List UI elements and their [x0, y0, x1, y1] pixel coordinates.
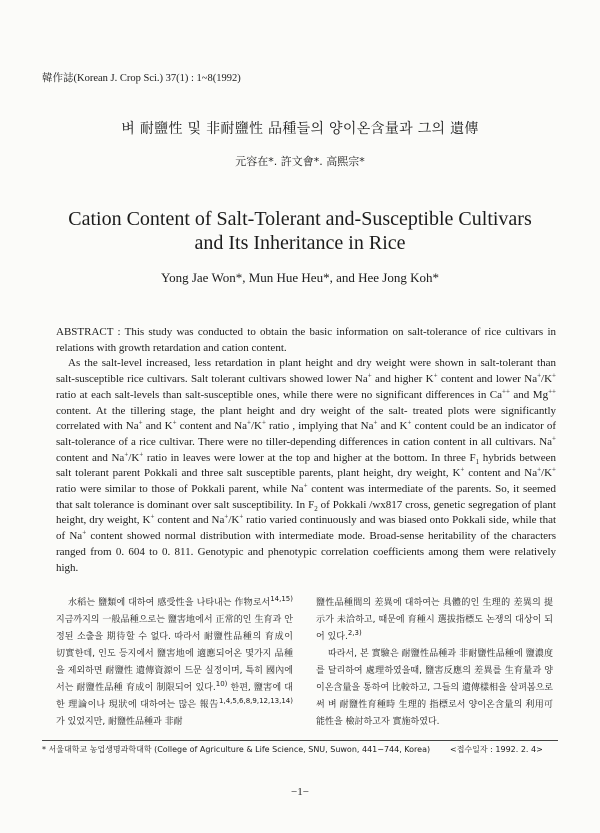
text: and Mg — [509, 388, 549, 401]
sup: + — [460, 465, 465, 474]
sup: + — [537, 371, 542, 380]
body-paragraph: 따라서, 본 實驗은 耐鹽性品種과 非耐鹽性品種에 鹽濃度를 달리하여 處理하였을때, 鹽害反應의 差異를 生育量과 양이온含量을 통하여 比較하고, 그들의 遺傳樣相을 살펴봄으로써 벼 耐鹽性育種時 生理的 指標로서 양이온含量의 利用可能性을 檢討하고자 實施하였다. — [316, 649, 553, 727]
text: As the salt-level increased, less retardation in plant height and dry weight were shown in salt-tolerant than salt-susceptible rice cultivars. Salt tolerant cultivars showed lower Na — [56, 357, 556, 386]
citation: 2,3) — [347, 629, 362, 637]
text: ratio , implying that Na — [265, 420, 374, 433]
text: 水稻는 鹽類에 대하여 感受性을 나타내는 作物로서 — [68, 598, 271, 608]
text: ratio varied continuously and was biased onto Pokkali side, while that of Na — [56, 514, 557, 543]
sup: + — [261, 418, 266, 427]
body-paragraph — [316, 595, 553, 646]
journal-citation: 韓作誌(Korean J. Crop Sci.) 37(1) : 1~8(1992) — [42, 73, 241, 84]
sup: + — [138, 418, 143, 427]
text: content and lower Na — [437, 373, 538, 386]
sup: ++ — [548, 387, 556, 396]
body-paragraph — [56, 595, 293, 731]
text: content was intermediate of the parents. So, it seemed that salt tolerance is dominant over salt susceptibility. In F — [56, 483, 556, 511]
sup: + — [407, 418, 412, 427]
sup: + — [139, 449, 144, 458]
sub: 2 — [314, 504, 318, 513]
sup: + — [373, 418, 378, 427]
sup: + — [552, 434, 556, 443]
text: hybrids between salt tolerant parent Pokkali and three salt susceptible parents, plant height, dry weight, K — [56, 451, 556, 480]
abstract-paragraph-2 — [56, 356, 556, 576]
citation: 1,4,5,6,8,9,12,13,14) — [219, 697, 293, 705]
sup: + — [239, 512, 244, 521]
sup: + — [172, 418, 177, 427]
sup: + — [247, 418, 251, 427]
text: 가 있었지만, 耐鹽性品種과 非耐 — [56, 717, 183, 727]
abstract-paragraph-1 — [56, 325, 556, 356]
sup: + — [303, 481, 308, 490]
text: /K — [228, 514, 240, 527]
text: content and Na — [154, 514, 225, 527]
affiliation-footnote: * 서울대학교 농업생명과학대학 (College of Agriculture & Life Science, SNU, Suwon, 441−744, Korea) — [42, 745, 431, 754]
sup: + — [82, 528, 87, 537]
text: content and Na — [56, 451, 125, 464]
text: content showed normal distribution with intermediate mode. Broad-sense heritability of the characters ranged from 0. 604 to 0. 811. Genotypic and phenotypic correlation coefficients among them were relatively high. — [56, 530, 556, 574]
english-authors: Yong Jae Won*, Mun Hue Heu*, and Hee Jong Koh* — [161, 270, 439, 285]
sup: + — [367, 371, 372, 380]
text: ratio in leaves were lower at the top and higher at the bottom. In three F — [143, 451, 476, 464]
sup: + — [224, 512, 229, 521]
sup: + — [552, 371, 556, 380]
english-title: Cation Content of Salt-Tolerant and-Susceptible Cultivars and Its Inheritance in Rice — [68, 208, 532, 254]
text: content. At the tillering stage, the plant height and dry weight of the salt- treated plots were significantly correlated with Na — [56, 404, 556, 433]
footnote-divider — [42, 740, 558, 741]
text: content and Na — [464, 467, 538, 480]
text: 鹽性品種間의 差異에 대하여는 具體的인 生理的 差異의 提示가 未洽하고, 때문에 育種시 選拔指標도 논쟁의 대상이 되어 있다. — [316, 598, 553, 642]
sup: + — [150, 512, 155, 521]
text: and K — [142, 420, 173, 433]
citation: 10) — [215, 680, 228, 688]
text: ratio at each salt-levels than salt-susceptible ones, while there were no significant differences in Ca — [56, 388, 503, 401]
page-number: −1− — [291, 786, 309, 798]
text: /K — [541, 467, 553, 480]
korean-title: 벼 耐鹽性 및 非耐鹽性 品種들의 양이온含量과 그의 遺傳 — [121, 121, 479, 137]
text: /K — [250, 420, 262, 433]
text: content could be an indicator of salt-tolerance of a rice cultivar. There were no tiller-depending differences in cation content in all cultivars. Na — [56, 420, 557, 448]
sup: + — [552, 465, 556, 474]
sup: + — [537, 465, 542, 474]
text: and K — [377, 420, 408, 433]
body-column-left — [56, 595, 293, 731]
text: /K — [541, 373, 553, 386]
text: 지금까지의 一般品種으로는 鹽害地에서 正常的인 生育과 안정된 소출을 期待할 수 없다. 따라서 耐鹽性品種의 育成이 切實한데, 인도 등지에서 鹽害地에 適應되어온 몇가지 品種을 제외하면 耐鹽性 遺傳資源이 드문 실정이며, 특히 國內에서는 耐鹽性品種 育成이 制限되어 있다. — [56, 615, 293, 693]
text: of Pokkali /wx817 cross, genetic segregation of plant height, dry weight, K — [56, 498, 556, 527]
abstract-text: This study was conducted to obtain the basic information on salt-tolerance of rice cultivars in relations with growth retardation and cation content. — [56, 326, 556, 354]
text: 한편, 鹽害에 대한 理論이나 現狀에 대하여는 많은 報告 — [56, 683, 293, 710]
received-date: <접수일자 : 1992. 2. 4> — [450, 745, 543, 754]
korean-authors: 元容在*. 許文會*. 高熙宗* — [235, 155, 365, 168]
abstract — [56, 325, 556, 576]
text: and higher K — [371, 373, 434, 386]
text: ratio were similar to those of Pokkali parent, while Na — [56, 483, 304, 496]
sup: + — [124, 449, 129, 458]
text: /K — [128, 451, 140, 464]
abstract-label: ABSTRACT : — [56, 326, 121, 338]
sub: 1 — [475, 457, 480, 466]
sup: ++ — [502, 387, 510, 396]
body-column-right — [316, 595, 553, 731]
sup: + — [433, 371, 438, 380]
citation: 14,15) — [270, 595, 293, 603]
text: content and Na — [176, 420, 248, 433]
